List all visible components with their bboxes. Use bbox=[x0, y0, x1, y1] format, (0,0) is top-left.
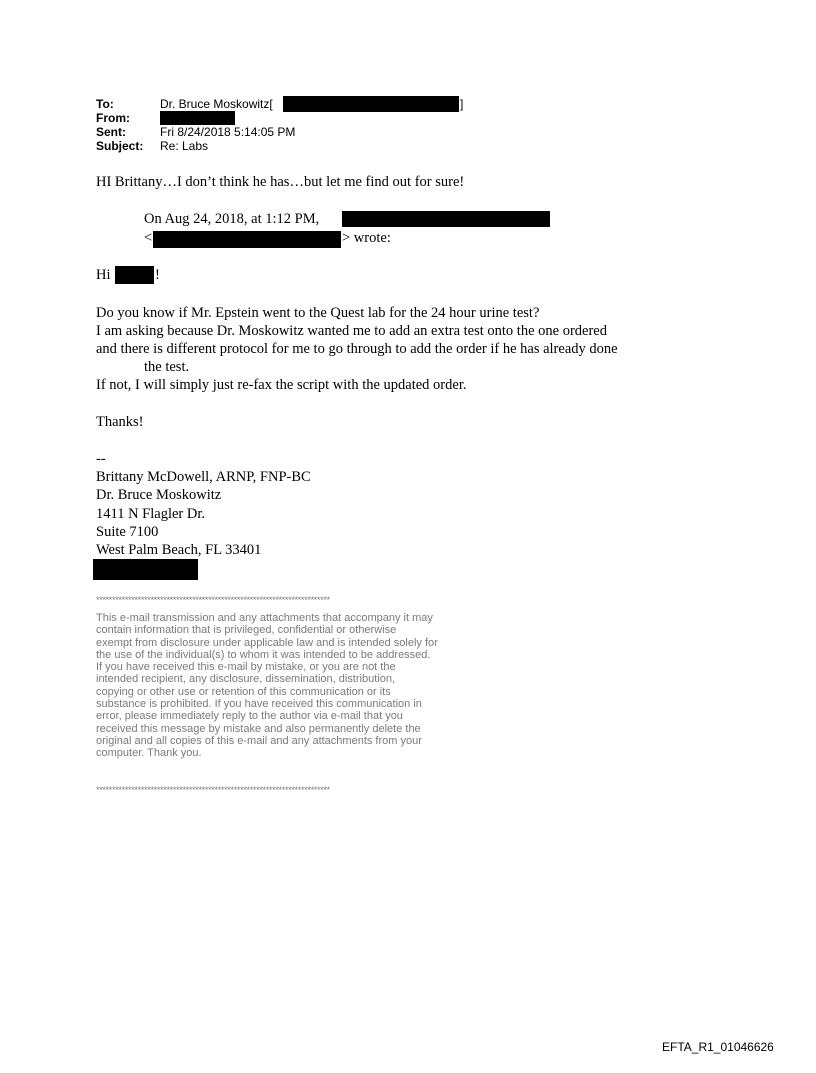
signature-city: West Palm Beach, FL 33401 bbox=[96, 542, 262, 558]
redaction-quoted-sender bbox=[342, 211, 550, 227]
disclaimer-text: This e-mail transmission and any attachments that accompany it may contain information that is privileged, confidential or otherwise exempt from disclosure under applicable law and is intended solely for the use of the individual(s) to whom it was intended to be addressed. If you have received this e-mail by mistake, or you are not the intended recipient, any disclosure, dissemination, distribution, copying or other use or retention of this communication or its substance is prohibited. If you have received this communication in error, please immediately reply to the author via e-mail that you received this message by mistake and also permanently delete the original and all copies of this e-mail and any attachments from your computer. Thank you. bbox=[96, 612, 438, 760]
to-value: Dr. Bruce Moskowitz[ bbox=[160, 97, 273, 111]
redaction-greeting-name bbox=[115, 266, 154, 284]
subject-value: Re: Labs bbox=[160, 139, 209, 153]
to-value-suffix: ] bbox=[460, 97, 464, 111]
message-line-5: If not, I will simply just re-fax the script with the updated order. bbox=[96, 377, 467, 393]
signature-street: 1411 N Flagler Dr. bbox=[96, 506, 206, 522]
quoted-header-line2-suffix: > wrote: bbox=[342, 230, 391, 246]
message-line-1: Do you know if Mr. Epstein went to the Quest lab for the 24 hour urine test? bbox=[96, 305, 540, 321]
sent-value: Fri 8/24/2018 5:14:05 PM bbox=[160, 125, 296, 139]
redaction-from bbox=[160, 111, 235, 125]
disclaimer-stars-bottom: ************************************************************************* bbox=[96, 785, 330, 795]
to-label: To: bbox=[96, 97, 114, 111]
signature-office: Dr. Bruce Moskowitz bbox=[96, 487, 222, 503]
greeting-prefix: Hi bbox=[96, 267, 111, 283]
message-line-4: the test. bbox=[144, 359, 190, 375]
signature-separator: -- bbox=[96, 451, 106, 467]
quoted-header-line2-prefix: < bbox=[144, 230, 153, 246]
disclaimer-stars-top: ************************************************************************* bbox=[96, 595, 330, 605]
subject-label: Subject: bbox=[96, 139, 144, 153]
message-line-2: I am asking because Dr. Moskowitz wanted me to add an extra test onto the one ordered bbox=[96, 323, 607, 339]
redaction-quoted-email bbox=[153, 231, 341, 248]
greeting-suffix: ! bbox=[155, 267, 160, 283]
reply-text: HI Brittany…I don’t think he has…but let me find out for sure! bbox=[96, 174, 465, 190]
redaction-signature-phone bbox=[93, 559, 198, 580]
from-label: From: bbox=[96, 111, 130, 125]
signature-suite: Suite 7100 bbox=[96, 524, 159, 540]
message-line-3: and there is different protocol for me to go through to add the order if he has already done bbox=[96, 341, 618, 357]
sent-label: Sent: bbox=[96, 125, 126, 139]
quoted-header-line1: On Aug 24, 2018, at 1:12 PM, bbox=[144, 211, 320, 227]
signature-name: Brittany McDowell, ARNP, FNP-BC bbox=[96, 469, 311, 485]
thanks-text: Thanks! bbox=[96, 414, 144, 430]
redaction-to-email bbox=[283, 96, 459, 112]
document-id: EFTA_R1_01046626 bbox=[662, 1040, 774, 1054]
